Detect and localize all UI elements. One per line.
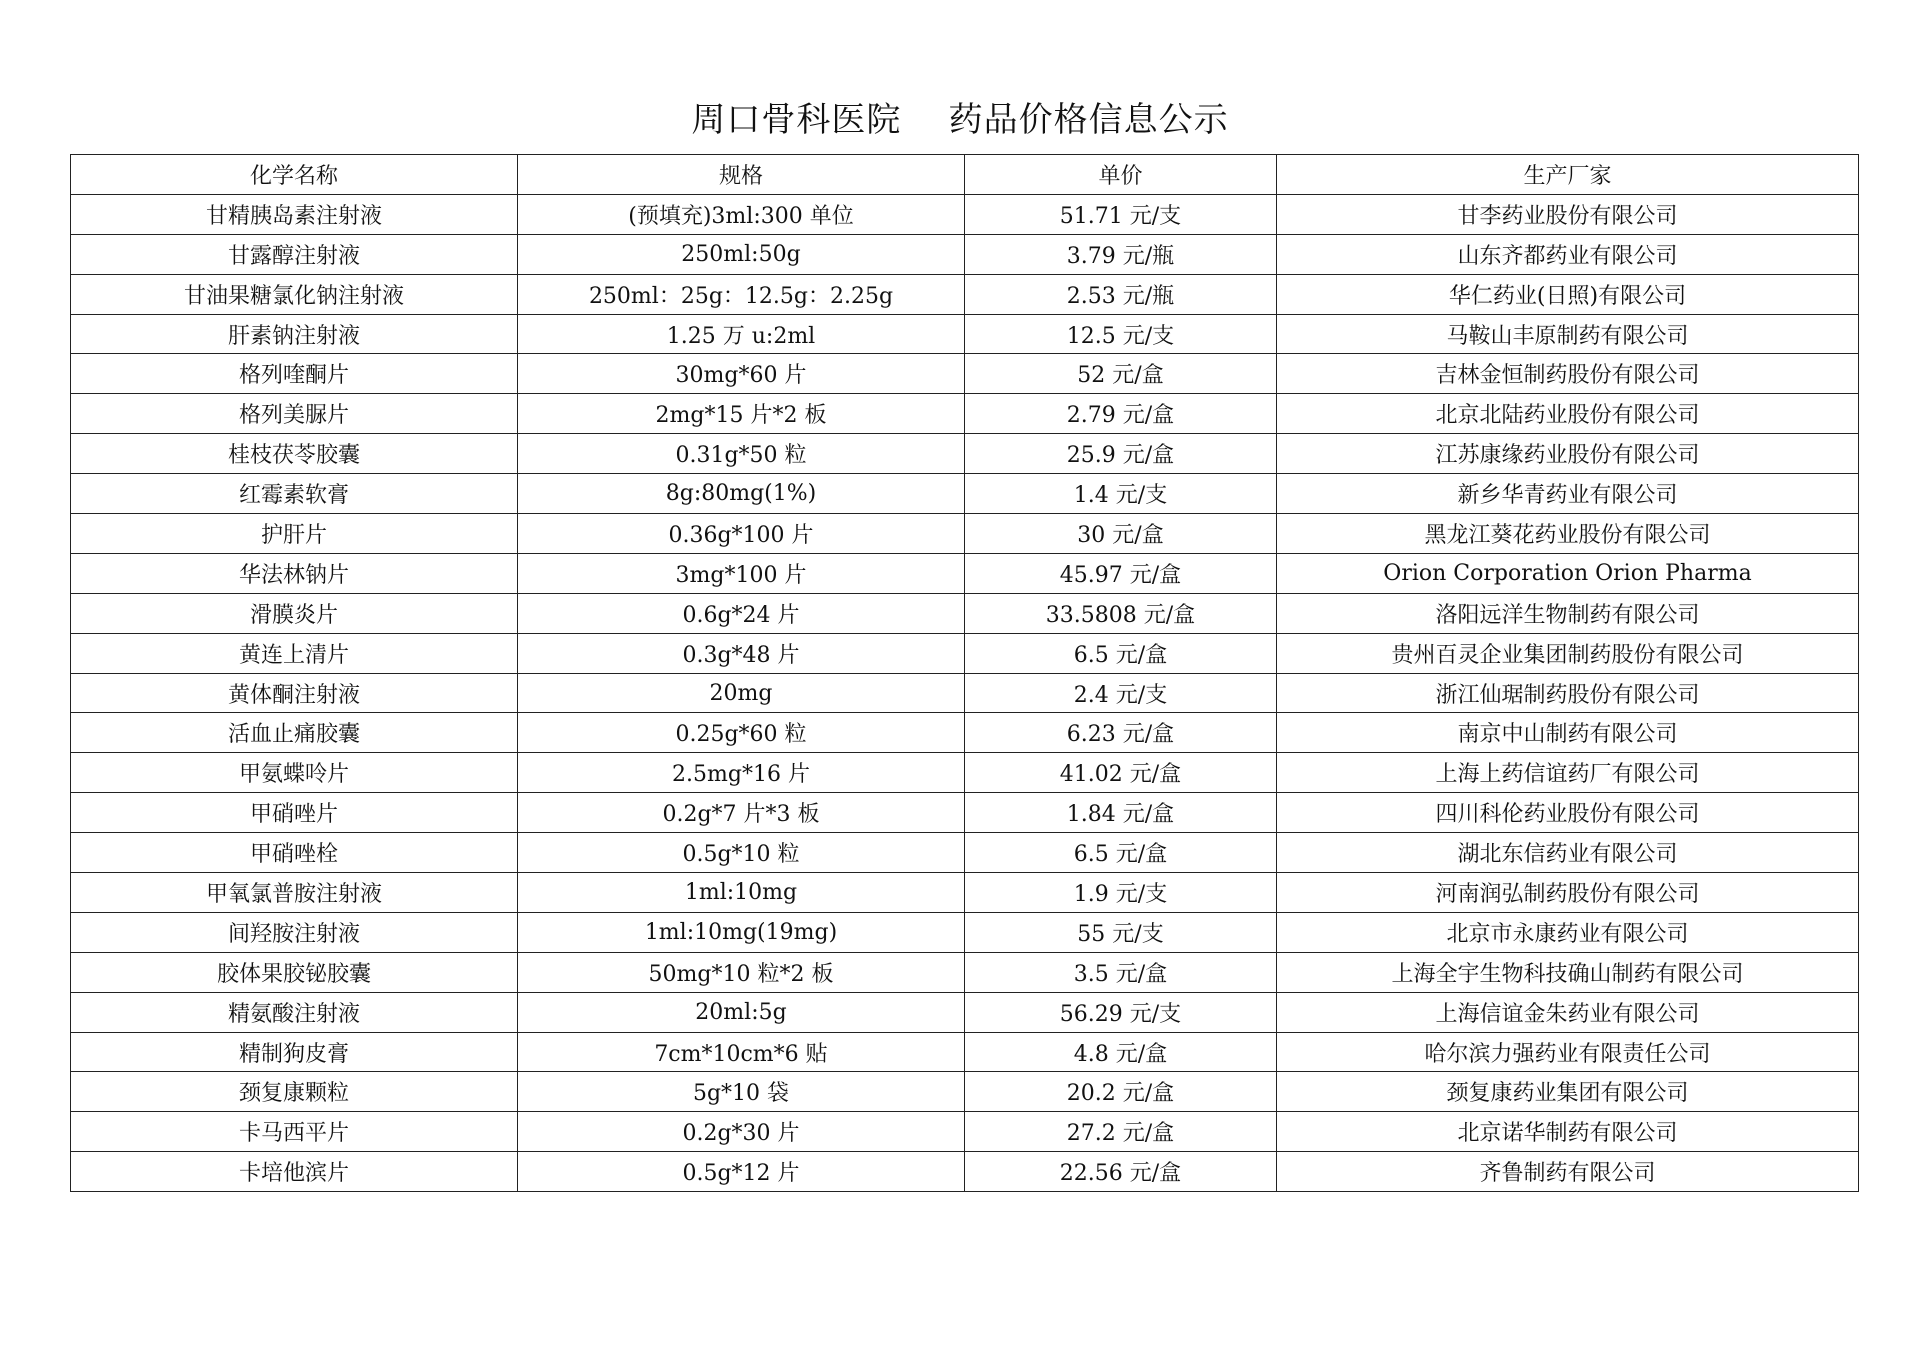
cell-chemical-name: 肝素钠注射液 xyxy=(71,314,518,354)
cell-specification: 50mg*10 粒*2 板 xyxy=(518,952,965,992)
cell-manufacturer: 齐鲁制药有限公司 xyxy=(1277,1152,1859,1192)
cell-specification: 0.2g*30 片 xyxy=(518,1112,965,1152)
cell-chemical-name: 活血止痛胶囊 xyxy=(71,713,518,753)
table-row xyxy=(71,354,1859,394)
cell-manufacturer: 甘李药业股份有限公司 xyxy=(1277,194,1859,234)
table-row xyxy=(71,833,1859,873)
cell-unit-price: 6.23 元/盒 xyxy=(965,713,1277,753)
cell-chemical-name: 甘露醇注射液 xyxy=(71,234,518,274)
cell-specification: 0.31g*50 粒 xyxy=(518,434,965,474)
cell-manufacturer: 颈复康药业集团有限公司 xyxy=(1277,1072,1859,1112)
table-body xyxy=(71,194,1859,1191)
cell-chemical-name: 滑膜炎片 xyxy=(71,593,518,633)
cell-specification: 5g*10 袋 xyxy=(518,1072,965,1112)
header-manufacturer: 生产厂家 xyxy=(1277,155,1859,195)
cell-chemical-name: 格列美脲片 xyxy=(71,394,518,434)
cell-chemical-name: 甲氨蝶呤片 xyxy=(71,753,518,793)
cell-specification: 0.2g*7 片*3 板 xyxy=(518,793,965,833)
cell-unit-price: 4.8 元/盒 xyxy=(965,1032,1277,1072)
cell-unit-price: 20.2 元/盒 xyxy=(965,1072,1277,1112)
cell-specification: 0.25g*60 粒 xyxy=(518,713,965,753)
cell-unit-price: 55 元/支 xyxy=(965,912,1277,952)
cell-unit-price: 51.71 元/支 xyxy=(965,194,1277,234)
cell-unit-price: 56.29 元/支 xyxy=(965,992,1277,1032)
cell-manufacturer: 新乡华青药业有限公司 xyxy=(1277,474,1859,514)
table-row xyxy=(71,1112,1859,1152)
cell-unit-price: 52 元/盒 xyxy=(965,354,1277,394)
cell-chemical-name: 红霉素软膏 xyxy=(71,474,518,514)
cell-specification: 20ml:5g xyxy=(518,992,965,1032)
table-row xyxy=(71,673,1859,713)
cell-chemical-name: 甲硝唑栓 xyxy=(71,833,518,873)
table-row xyxy=(71,992,1859,1032)
cell-unit-price: 2.79 元/盒 xyxy=(965,394,1277,434)
cell-specification: 1ml:10mg xyxy=(518,873,965,913)
cell-specification: 30mg*60 片 xyxy=(518,354,965,394)
cell-specification: 3mg*100 片 xyxy=(518,553,965,593)
table-row xyxy=(71,793,1859,833)
cell-unit-price: 30 元/盒 xyxy=(965,514,1277,554)
cell-chemical-name: 甲硝唑片 xyxy=(71,793,518,833)
cell-chemical-name: 甲氧氯普胺注射液 xyxy=(71,873,518,913)
cell-unit-price: 25.9 元/盒 xyxy=(965,434,1277,474)
table-row xyxy=(71,194,1859,234)
cell-unit-price: 2.4 元/支 xyxy=(965,673,1277,713)
cell-manufacturer: 北京北陆药业股份有限公司 xyxy=(1277,394,1859,434)
table-row xyxy=(71,1072,1859,1112)
table-row xyxy=(71,952,1859,992)
cell-specification: 250ml：25g：12.5g：2.25g xyxy=(518,274,965,314)
cell-chemical-name: 精氨酸注射液 xyxy=(71,992,518,1032)
header-specification: 规格 xyxy=(518,155,965,195)
cell-chemical-name: 护肝片 xyxy=(71,514,518,554)
drug-price-table xyxy=(70,154,1859,1192)
cell-chemical-name: 颈复康颗粒 xyxy=(71,1072,518,1112)
table-row xyxy=(71,553,1859,593)
cell-manufacturer: 贵州百灵企业集团制药股份有限公司 xyxy=(1277,633,1859,673)
cell-specification: 1.25 万 u:2ml xyxy=(518,314,965,354)
table-row xyxy=(71,474,1859,514)
cell-unit-price: 12.5 元/支 xyxy=(965,314,1277,354)
cell-chemical-name: 甘精胰岛素注射液 xyxy=(71,194,518,234)
cell-specification: 0.5g*12 片 xyxy=(518,1152,965,1192)
cell-specification: 250ml:50g xyxy=(518,234,965,274)
cell-manufacturer: 吉林金恒制药股份有限公司 xyxy=(1277,354,1859,394)
cell-unit-price: 1.4 元/支 xyxy=(965,474,1277,514)
cell-chemical-name: 卡培他滨片 xyxy=(71,1152,518,1192)
table-row xyxy=(71,873,1859,913)
cell-manufacturer: 北京市永康药业有限公司 xyxy=(1277,912,1859,952)
cell-unit-price: 1.9 元/支 xyxy=(965,873,1277,913)
cell-manufacturer: 南京中山制药有限公司 xyxy=(1277,713,1859,753)
cell-unit-price: 3.79 元/瓶 xyxy=(965,234,1277,274)
cell-unit-price: 6.5 元/盒 xyxy=(965,633,1277,673)
table-row xyxy=(71,434,1859,474)
cell-manufacturer: 上海全宇生物科技确山制药有限公司 xyxy=(1277,952,1859,992)
cell-manufacturer: 马鞍山丰原制药有限公司 xyxy=(1277,314,1859,354)
cell-chemical-name: 黄连上清片 xyxy=(71,633,518,673)
cell-chemical-name: 桂枝茯苓胶囊 xyxy=(71,434,518,474)
cell-unit-price: 2.53 元/瓶 xyxy=(965,274,1277,314)
cell-chemical-name: 华法林钠片 xyxy=(71,553,518,593)
cell-unit-price: 3.5 元/盒 xyxy=(965,952,1277,992)
cell-chemical-name: 间羟胺注射液 xyxy=(71,912,518,952)
cell-unit-price: 22.56 元/盒 xyxy=(965,1152,1277,1192)
cell-manufacturer: 湖北东信药业有限公司 xyxy=(1277,833,1859,873)
table-row xyxy=(71,274,1859,314)
table-header-row xyxy=(71,155,1859,195)
table-row xyxy=(71,1032,1859,1072)
cell-unit-price: 1.84 元/盒 xyxy=(965,793,1277,833)
header-unit-price: 单价 xyxy=(965,155,1277,195)
cell-chemical-name: 胶体果胶铋胶囊 xyxy=(71,952,518,992)
table-row xyxy=(71,713,1859,753)
cell-chemical-name: 黄体酮注射液 xyxy=(71,673,518,713)
table-row xyxy=(71,593,1859,633)
cell-unit-price: 41.02 元/盒 xyxy=(965,753,1277,793)
cell-manufacturer: 哈尔滨力强药业有限责任公司 xyxy=(1277,1032,1859,1072)
table-row xyxy=(71,1152,1859,1192)
cell-specification: 0.36g*100 片 xyxy=(518,514,965,554)
cell-manufacturer: 山东齐都药业有限公司 xyxy=(1277,234,1859,274)
cell-specification: 7cm*10cm*6 贴 xyxy=(518,1032,965,1072)
cell-unit-price: 45.97 元/盒 xyxy=(965,553,1277,593)
cell-manufacturer: 上海上药信谊药厂有限公司 xyxy=(1277,753,1859,793)
cell-unit-price: 6.5 元/盒 xyxy=(965,833,1277,873)
table-row xyxy=(71,633,1859,673)
cell-specification: 20mg xyxy=(518,673,965,713)
cell-manufacturer: 黑龙江葵花药业股份有限公司 xyxy=(1277,514,1859,554)
cell-manufacturer: 四川科伦药业股份有限公司 xyxy=(1277,793,1859,833)
cell-manufacturer: 江苏康缘药业股份有限公司 xyxy=(1277,434,1859,474)
cell-manufacturer: 河南润弘制药股份有限公司 xyxy=(1277,873,1859,913)
cell-manufacturer: 北京诺华制药有限公司 xyxy=(1277,1112,1859,1152)
cell-chemical-name: 卡马西平片 xyxy=(71,1112,518,1152)
table-row xyxy=(71,514,1859,554)
header-chemical-name: 化学名称 xyxy=(71,155,518,195)
cell-chemical-name: 甘油果糖氯化钠注射液 xyxy=(71,274,518,314)
cell-specification: 8g:80mg(1%) xyxy=(518,474,965,514)
cell-manufacturer: Orion Corporation Orion Pharma xyxy=(1277,553,1859,593)
cell-specification: 0.6g*24 片 xyxy=(518,593,965,633)
cell-specification: (预填充)3ml:300 单位 xyxy=(518,194,965,234)
cell-specification: 1ml:10mg(19mg) xyxy=(518,912,965,952)
table-row xyxy=(71,314,1859,354)
cell-specification: 2mg*15 片*2 板 xyxy=(518,394,965,434)
table-row xyxy=(71,912,1859,952)
table-row xyxy=(71,753,1859,793)
cell-manufacturer: 浙江仙琚制药股份有限公司 xyxy=(1277,673,1859,713)
cell-specification: 2.5mg*16 片 xyxy=(518,753,965,793)
cell-manufacturer: 上海信谊金朱药业有限公司 xyxy=(1277,992,1859,1032)
cell-manufacturer: 华仁药业(日照)有限公司 xyxy=(1277,274,1859,314)
cell-unit-price: 27.2 元/盒 xyxy=(965,1112,1277,1152)
page-title: 周口骨科医院 药品价格信息公示 xyxy=(691,100,1229,140)
table-row xyxy=(71,234,1859,274)
cell-unit-price: 33.5808 元/盒 xyxy=(965,593,1277,633)
cell-manufacturer: 洛阳远洋生物制药有限公司 xyxy=(1277,593,1859,633)
cell-chemical-name: 格列喹酮片 xyxy=(71,354,518,394)
cell-specification: 0.3g*48 片 xyxy=(518,633,965,673)
cell-specification: 0.5g*10 粒 xyxy=(518,833,965,873)
table-row xyxy=(71,394,1859,434)
cell-chemical-name: 精制狗皮膏 xyxy=(71,1032,518,1072)
